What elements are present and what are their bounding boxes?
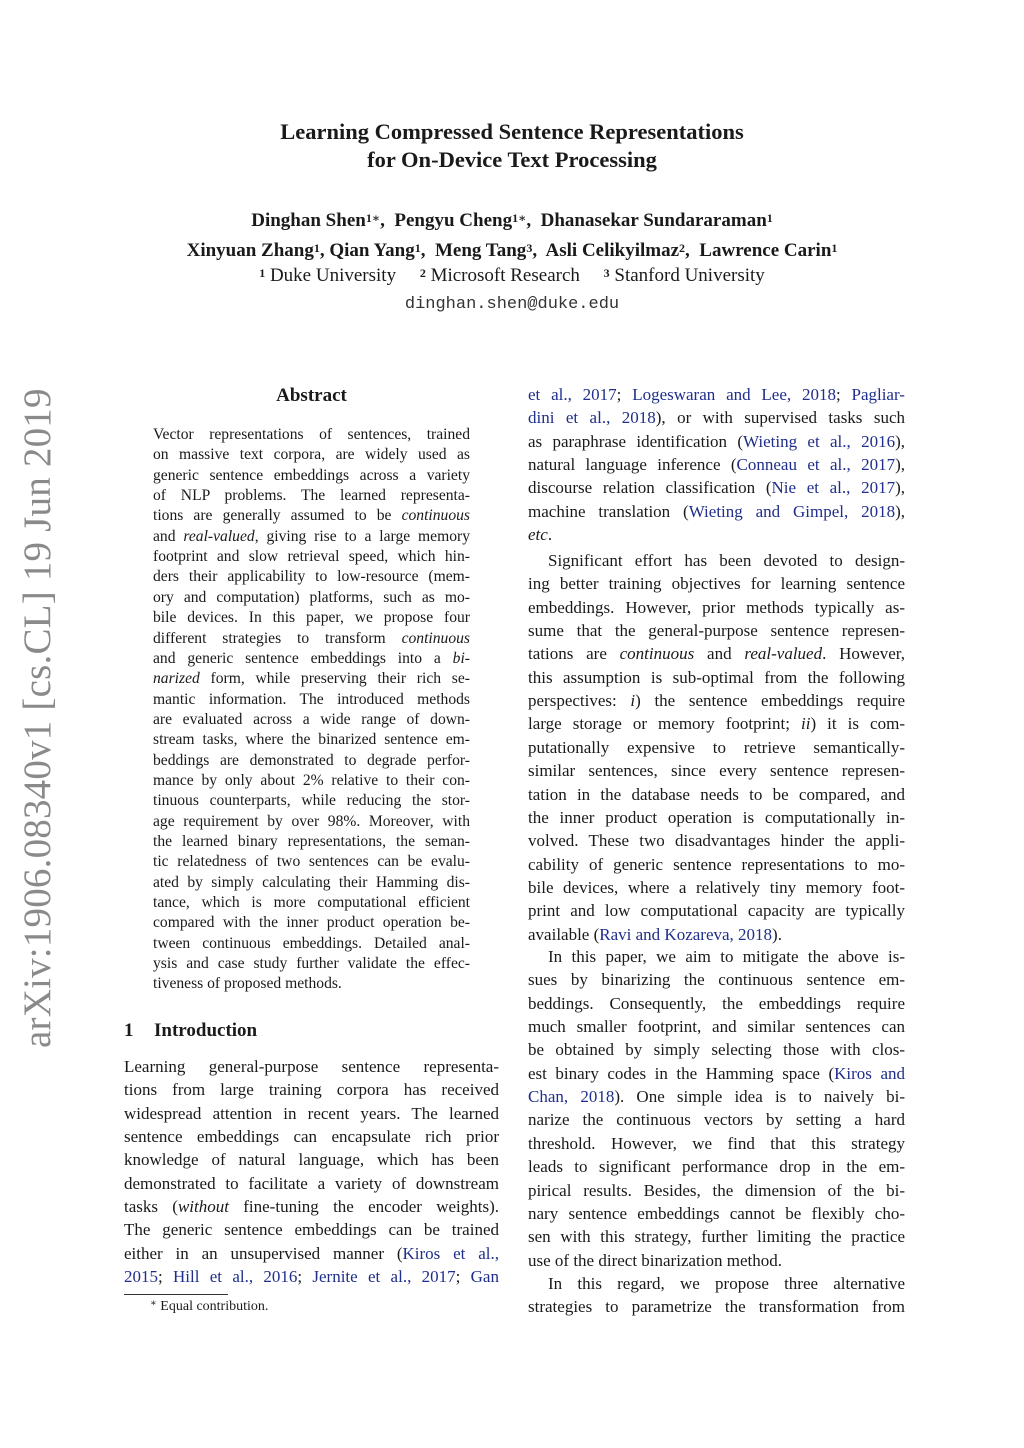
body-line: print and low computational capacity are typically: [528, 901, 905, 921]
author-affil-mark: 1: [414, 241, 421, 255]
abstract-line: and generic sentence embeddings into a bi-: [153, 649, 470, 667]
footnote-text: Equal contribution.: [160, 1299, 269, 1314]
intro-line: either in an unsupervised manner (Kiros et al.,: [124, 1243, 499, 1263]
affiliations: [0, 264, 1024, 288]
affil-mark: 2: [419, 266, 426, 280]
intro-line: 2015; Hill et al., 2016; Jernite et al., 2017; Gan: [124, 1267, 499, 1287]
citation-link[interactable]: Ravi and Kozareva, 2018: [599, 924, 773, 944]
title-line-2: for On-Device Text Processing: [367, 147, 657, 172]
abstract-line: and real-valued, giving rise to a large memory: [153, 527, 470, 545]
author-line-2: Xinyuan Zhang$^1$, Qian Yang$^1$, Meng Tang$^3$, Asli Celikyilmaz$^2$, Lawrence Carin$^1$: [186, 240, 838, 261]
body-line: etc.: [528, 525, 553, 545]
abstract-line: age requirement by over 98%. Moreover, with: [153, 812, 470, 830]
body-line: use of the direct binarization method.: [528, 1250, 782, 1270]
citation-link[interactable]: Gan: [470, 1267, 499, 1287]
footnote-rule: [124, 1294, 228, 1295]
citation-link[interactable]: Jernite et al., 2017: [312, 1267, 456, 1287]
author-name: Dhanasekar Sundararaman: [540, 210, 767, 231]
abstract-line: different strategies to transform continuous: [153, 629, 470, 647]
author-affil-mark: 1: [766, 211, 773, 225]
abstract-heading: Abstract: [276, 385, 347, 406]
body-line: threshold. However, we find that this strategy: [528, 1133, 905, 1153]
body-line: In this paper, we aim to mitigate the above is-: [548, 947, 905, 966]
author-affil-mark: 3: [526, 241, 533, 255]
author-name: Lawrence Carin: [699, 240, 832, 261]
body-line: embeddings. However, prior methods typically as-: [528, 597, 905, 617]
title-line-1: Learning Compressed Sentence Representations: [280, 119, 744, 144]
body-line: ing better training objectives for learning sentence: [528, 574, 905, 594]
abstract-line: tions are generally assumed to be continuous: [153, 507, 470, 525]
body-line: be obtained by simply selecting those with clos-: [528, 1040, 905, 1060]
abstract-line: mantic information. The introduced methods: [153, 690, 470, 708]
intro-line: The generic sentence embeddings can be trained: [124, 1220, 499, 1240]
citation-link[interactable]: 2015: [124, 1267, 158, 1287]
citation-link[interactable]: Hill et al., 2016: [173, 1267, 298, 1287]
paper-title: [0, 118, 1024, 174]
intro-line: widespread attention in recent years. The learned: [124, 1103, 499, 1123]
citation-link[interactable]: Conneau et al., 2017: [736, 455, 896, 475]
affil-mark: 1: [259, 266, 266, 280]
body-line: narize the continuous vectors by setting a hard: [528, 1110, 905, 1130]
body-line: available (Ravi and Kozareva, 2018).: [528, 924, 782, 944]
author-name: Meng Tang: [434, 240, 527, 261]
italic-text: continuous: [401, 507, 470, 525]
arxiv-stamp: arXiv:1906.08340v1 [cs.CL] 19 Jun 2019: [16, 388, 59, 1048]
abstract-line: stream tasks, where the binarized sentence em-: [153, 731, 470, 749]
citation-link[interactable]: Pagliar-: [851, 385, 905, 404]
abstract-line: bile devices. In this paper, we propose four: [153, 609, 470, 627]
intro-line: sentence embeddings can encapsulate rich prior: [124, 1127, 499, 1147]
body-line: sues by binarizing the continuous sentence em-: [528, 970, 905, 990]
intro-line: Learning general-purpose sentence representa-: [124, 1057, 499, 1076]
abstract-line: tinuous counterparts, while reducing the stor-: [153, 792, 470, 810]
author-name: Qian Yang: [329, 240, 415, 261]
abstract-line: compared with the inner product operation be-: [153, 914, 470, 932]
author-name: Dinghan Shen: [251, 210, 366, 231]
abstract-line: are evaluated across a wide range of down-: [153, 710, 470, 728]
abstract-line: tic relatedness of two sentences can be evalu-: [153, 853, 470, 871]
footnote: [150, 1298, 268, 1316]
body-line: Significant effort has been devoted to design-: [548, 551, 905, 570]
abstract-line: tance, which is more computational efficient: [153, 894, 470, 912]
italic-text: real-valued: [183, 527, 255, 545]
body-line: perspectives: i) the sentence embeddings require: [528, 691, 905, 711]
body-line: sen with this strategy, further limiting the practice: [528, 1227, 905, 1247]
citation-link[interactable]: Kiros and: [834, 1063, 905, 1083]
body-line: volved. These two disadvantages hinder the appli-: [528, 831, 905, 851]
abstract-line: footprint and slow retrieval speed, which hin-: [153, 548, 470, 566]
abstract-line: beddings are demonstrated to degrade perfor-: [153, 751, 470, 769]
intro-line: knowledge of natural language, which has been: [124, 1150, 499, 1170]
body-line: et al., 2017; Logeswaran and Lee, 2018; Pagliar-: [528, 385, 905, 404]
abstract-line: narized form, while preserving their rich se-: [153, 670, 470, 688]
author-name: Asli Celikyilmaz: [545, 240, 680, 261]
abstract-line: ated by simply calculating their Hamming dis-: [153, 873, 470, 891]
intro-line: tasks (without fine-tuning the encoder weights).: [124, 1197, 499, 1217]
affiliation-name: Stanford University: [614, 265, 765, 286]
citation-link[interactable]: Nie et al., 2017: [771, 478, 896, 498]
author-line-1: Dinghan Shen$^{1∗}$, Pengyu Cheng$^{1∗}$, Dhanasekar Sundararaman$^1$: [251, 210, 773, 231]
abstract-line: Vector representations of sentences, trained: [153, 426, 470, 443]
abstract-line: of NLP problems. The learned representa-: [153, 487, 470, 505]
italic-text: continuous: [401, 629, 470, 647]
body-line: cability of generic sentence representations to mo-: [528, 854, 905, 874]
author-affil-mark: 1∗: [512, 211, 527, 225]
author-name: Pengyu Cheng: [394, 210, 513, 231]
body-line: as paraphrase identification (Wieting et al., 2016),: [528, 431, 905, 451]
body-line: sume that the general-purpose sentence represen-: [528, 621, 905, 641]
body-line: machine translation (Wieting and Gimpel, 2018),: [528, 501, 905, 521]
citation-link[interactable]: Kiros et al.,: [402, 1243, 499, 1263]
italic-text: real-valued: [744, 644, 823, 664]
author-affil-mark: 1: [313, 241, 320, 255]
citation-link[interactable]: dini et al., 2018: [528, 408, 656, 428]
abstract-line: tween continuous embeddings. Detailed anal-: [153, 934, 470, 952]
italic-text: narized: [153, 670, 200, 688]
italic-text: ii: [801, 714, 811, 734]
body-line: discourse relation classification (Nie et al., 2017),: [528, 478, 905, 498]
abstract-line: on massive text corpora, are widely used as: [153, 446, 470, 464]
citation-link[interactable]: Logeswaran and Lee, 2018: [632, 385, 836, 404]
affil-mark: 3: [603, 266, 610, 280]
body-line: leads to significant performance drop in the em-: [528, 1157, 905, 1177]
abstract-line: ysis and case study further validate the effec-: [153, 955, 470, 973]
body-line: In this regard, we propose three alternative: [548, 1274, 905, 1293]
intro-line: tions from large training corpora has received: [124, 1080, 499, 1100]
body-line: pirical results. Besides, the dimension of the bi-: [528, 1180, 905, 1200]
citation-link[interactable]: Wieting and Gimpel, 2018: [688, 501, 896, 521]
body-line: similar sentences, since every sentence represen-: [528, 761, 905, 781]
body-line: much smaller footprint, and similar sentences can: [528, 1017, 905, 1037]
italic-text: bi-: [452, 649, 470, 667]
italic-text: etc: [528, 525, 548, 545]
citation-link[interactable]: Wieting et al., 2016: [743, 431, 896, 451]
italic-text: without: [177, 1197, 229, 1217]
intro-line: demonstrated to facilitate a variety of downstream: [124, 1173, 499, 1193]
abstract-line: tiveness of proposed methods.: [153, 975, 342, 993]
body-line: dini et al., 2018), or with supervised tasks such: [528, 408, 906, 428]
abstract-line: the learned binary representations, the seman-: [153, 833, 470, 850]
citation-link[interactable]: et al., 2017: [528, 385, 617, 404]
section-heading-introduction: [124, 1019, 257, 1043]
section-number: 1: [124, 1020, 134, 1041]
body-line: this assumption is sub-optimal from the following: [528, 667, 905, 687]
affiliation-name: Duke University: [269, 265, 397, 286]
abstract-line: mance by only about 2% relative to their con-: [153, 771, 470, 789]
abstract-line: ders their applicability to low-resource (mem-: [153, 568, 470, 586]
body-line: tation in the database needs to be compared, and: [528, 784, 905, 804]
body-line: nary sentence embeddings cannot be flexibly cho-: [528, 1203, 905, 1223]
body-line: putationally expensive to retrieve semantically-: [528, 737, 905, 757]
body-line: natural language inference (Conneau et al., 2017),: [528, 455, 905, 475]
body-line: bile devices, where a relatively tiny memory foot-: [528, 877, 905, 897]
author-affil-mark: 1: [831, 241, 838, 255]
body-line: est binary codes in the Hamming space (Kiros and: [528, 1063, 905, 1083]
abstract-line: generic sentence embeddings across a variety: [153, 466, 470, 484]
affiliation-name: Microsoft Research: [430, 265, 580, 286]
italic-text: continuous: [619, 644, 695, 664]
author-affil-mark: 1∗: [365, 211, 381, 225]
contact-email[interactable]: dinghan.shen@duke.edu: [404, 295, 620, 314]
body-line: tations are continuous and real-valued. However,: [528, 644, 905, 664]
body-line: the inner product operation is computationally in-: [528, 807, 905, 827]
section-title: Introduction: [154, 1020, 258, 1041]
abstract-line: ory and computation) platforms, such as mo-: [153, 588, 470, 606]
italic-text: i: [630, 691, 636, 711]
body-line: beddings. Consequently, the embeddings require: [528, 993, 905, 1013]
footnote-mark: ∗: [150, 1298, 157, 1309]
body-line: Chan, 2018). One simple idea is to naively bi-: [528, 1087, 905, 1107]
author-name: Xinyuan Zhang: [186, 240, 314, 261]
citation-link[interactable]: Chan, 2018: [528, 1087, 615, 1107]
author-affil-mark: 2: [679, 241, 686, 255]
body-line: large storage or memory footprint; ii) it is com-: [528, 714, 905, 734]
body-line: strategies to parametrize the transformation from: [528, 1297, 905, 1317]
